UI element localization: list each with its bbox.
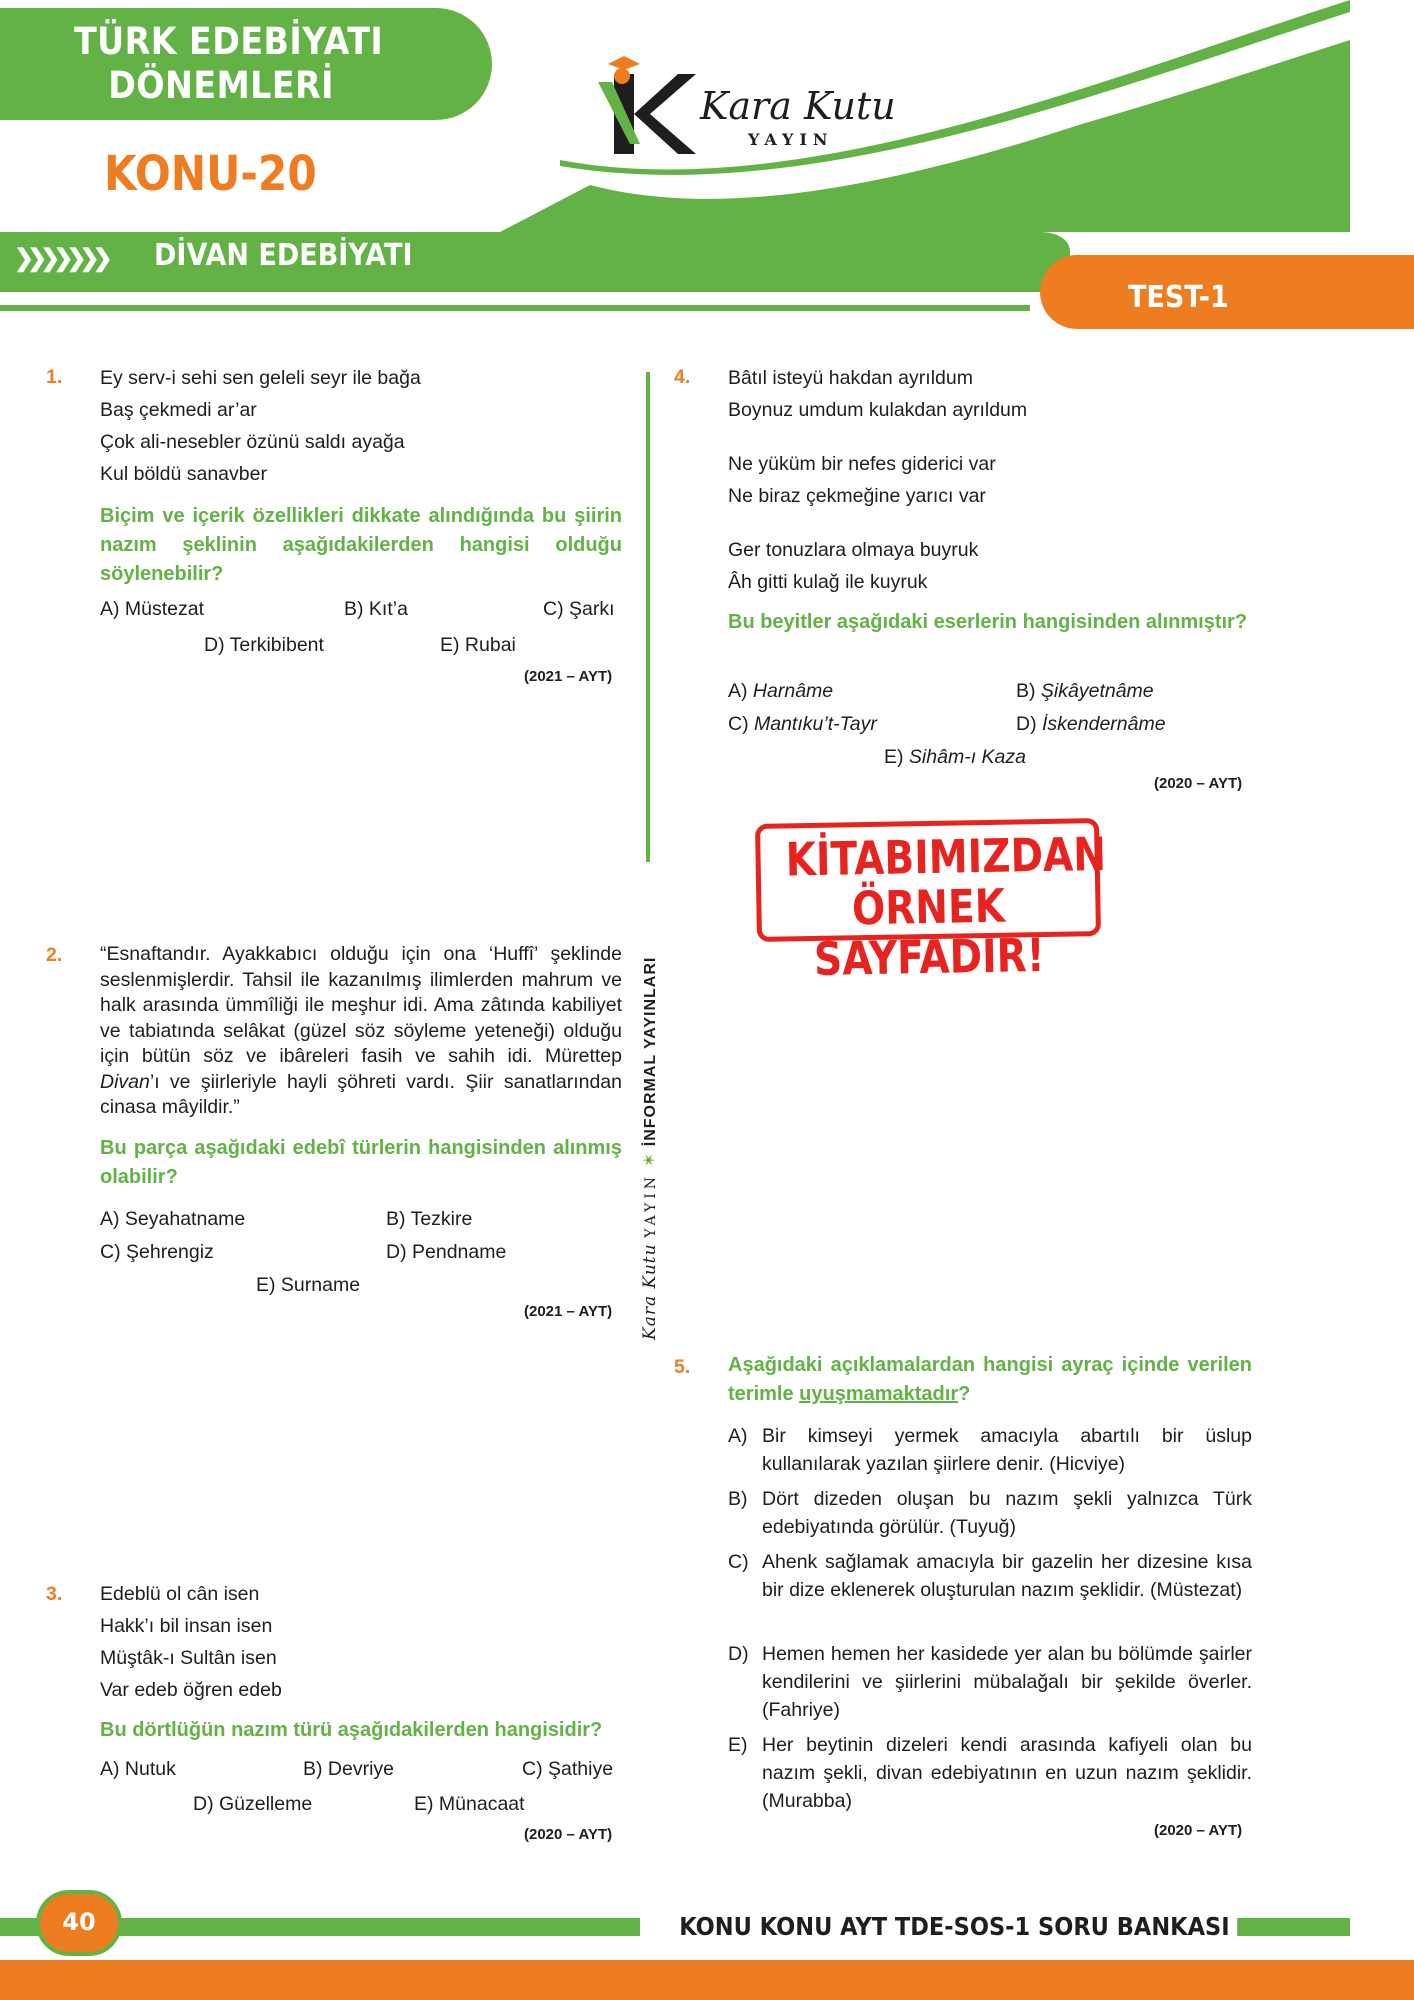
option-text: Şikâyetnâme: [1040, 680, 1154, 702]
option-text: İskendernâme: [1042, 713, 1166, 735]
question-1-verse: [100, 362, 630, 490]
verse-line: Ger tonuzlara olmaya buyruk: [728, 539, 979, 561]
option-text: Harnâme: [752, 680, 834, 702]
option-text: Dört dizeden oluşan bu nazım şekli yalnızca Türk edebiyatında görülür. (Tuyuğ): [762, 1488, 1252, 1538]
question-2-option-d[interactable]: D) Pendname: [386, 1241, 507, 1263]
option-letter: E): [884, 746, 904, 768]
verse-line: Hakk’ı bil insan isen: [100, 1615, 273, 1637]
stamp-line1: KİTABIMIZDAN: [785, 826, 1107, 887]
question-3-year: (2020 – AYT): [524, 1826, 613, 1843]
page-number-badge: [36, 1890, 122, 1956]
question-1-option-e[interactable]: E) Rubai: [440, 634, 516, 656]
question-4-verse: [728, 362, 1268, 598]
passage-text-end: ’ı ve şiirleriyle hayli şöhreti vardı. Şiir sanatlarından cinasa mâyildir.”: [100, 1070, 622, 1118]
option-letter: C): [728, 713, 749, 735]
question-1-option-a[interactable]: A) Müstezat: [100, 598, 205, 620]
question-2-option-a[interactable]: A) Seyahatname: [100, 1208, 246, 1230]
side-yayin: YAYIN: [643, 1172, 659, 1238]
question-4-option-e[interactable]: [884, 746, 1026, 769]
side-brand: Kara Kutu: [640, 1243, 660, 1340]
verse-line: Âh gitti kulağ ile kuyruk: [728, 571, 928, 593]
option-letter: B): [728, 1488, 748, 1510]
passage-text: “Esnaftandır. Ayakkabıcı olduğu için ona ‘Huffî’ şeklinde seslenmişlerdir. Tahsil ile kazanılmış ilimlerden mahrum ve halk arasında ümmîliği ile meşhur idi. Ama zâtında kabiliyet ve tabiatında selâkat (güzel söz söyleme yeteneği) olduğu için bütün söz ve ibâreleri fasih ve sahih idi. Mürettep: [100, 943, 622, 1067]
side-series: İNFORMAL YAYINLARI: [642, 956, 659, 1147]
footer-bottom-band: [0, 1960, 1414, 2000]
question-4-option-a[interactable]: [728, 680, 833, 703]
question-2-option-c[interactable]: C) Şehrengiz: [100, 1241, 214, 1263]
question-5-option-b[interactable]: [728, 1485, 1252, 1541]
option-letter: D): [728, 1643, 749, 1665]
question-4-year: (2020 – AYT): [1154, 775, 1243, 792]
kara-kutu-logo-icon: [592, 52, 702, 162]
verse-line: Bâtıl isteyü hakdan ayrıldum: [728, 367, 973, 389]
question-3-verse: [100, 1578, 620, 1706]
question-2-number: 2.: [46, 944, 63, 966]
verse-line: Var edeb öğren edeb: [100, 1679, 282, 1701]
option-text: Hemen hemen her kasidede yer alan bu bölümde şairler kendilerini ve şiirlerini mübalağalı bir şekilde överler. (Fahriye): [762, 1643, 1252, 1721]
series-title-line1: TÜRK EDEBİYATI: [74, 20, 384, 63]
question-2-option-e[interactable]: E) Surname: [256, 1274, 361, 1296]
page-number: 40: [62, 1908, 96, 1936]
question-5-option-a[interactable]: [728, 1422, 1252, 1478]
chevrons-icon: ❯❯❯❯❯❯❯: [14, 245, 106, 272]
question-5-option-c[interactable]: [728, 1548, 1252, 1604]
question-3-option-d[interactable]: D) Güzelleme: [193, 1793, 313, 1815]
logo-subtitle: YAYIN: [748, 130, 834, 149]
option-letter: A): [728, 1425, 748, 1447]
test-label: TEST-1: [1128, 280, 1229, 315]
question-5-stem: [728, 1351, 1252, 1409]
option-text: Ahenk sağlamak amacıyla bir gazelin her dizesine kısa bir dize eklenerek oluşturulan nazım şeklidir. (Müstezat): [762, 1551, 1252, 1601]
question-3-number: 3.: [46, 1583, 63, 1605]
side-divider-icon: ✶: [640, 1151, 659, 1168]
verse-line: Müştâk-ı Sultân isen: [100, 1647, 277, 1669]
question-3-option-c[interactable]: C) Şathiye: [522, 1758, 614, 1780]
question-1-year: (2021 – AYT): [524, 668, 613, 685]
header-rule: [0, 305, 1030, 311]
verse-line: Ne biraz çekmeğine yarıcı var: [728, 485, 986, 507]
question-1-option-b[interactable]: B) Kıt’a: [344, 598, 408, 620]
question-2-passage: [100, 942, 622, 1121]
verse-line: Çok ali-nesebler özünü saldı ayağa: [100, 431, 405, 453]
question-2-option-b[interactable]: B) Tezkire: [386, 1208, 473, 1230]
section-title: DİVAN EDEBİYATI: [154, 238, 413, 273]
option-text: Her beytinin dizeleri kendi arasında kafiyeli olan bu nazım şekli, divan edebiyatının en uzun nazım şeklidir. (Murabba): [762, 1734, 1252, 1812]
question-3-option-e[interactable]: E) Münacaat: [414, 1793, 525, 1815]
stem-end: ?: [958, 1383, 971, 1405]
sample-page-stamp: [755, 818, 1107, 986]
question-4-number: 4.: [674, 366, 691, 388]
question-1-option-c[interactable]: C) Şarkı: [543, 598, 615, 620]
question-1-stem: Biçim ve içerik özellikleri dikkate alındığında bu şiirin nazım şeklinin aşağıdakilerden hangisi olduğu söylenebilir?: [100, 505, 622, 585]
question-2-year: (2021 – AYT): [524, 1303, 613, 1320]
verse-line: Baş çekmedi ar’ar: [100, 399, 257, 421]
question-4-stem: Bu beyitler aşağıdaki eserlerin hangisinden alınmıştır?: [728, 611, 1248, 633]
option-letter: B): [1016, 680, 1036, 702]
option-letter: E): [728, 1734, 748, 1756]
question-3-stem: Bu dörtlüğün nazım türü aşağıdakilerden hangisidir?: [100, 1719, 603, 1741]
series-title-line2: DÖNEMLERİ: [108, 64, 334, 107]
question-4-option-d[interactable]: [1016, 713, 1166, 736]
question-5-year: (2020 – AYT): [1154, 1822, 1243, 1839]
question-1-number: 1.: [46, 366, 63, 388]
question-4-option-b[interactable]: [1016, 680, 1154, 703]
stamp-line2: ÖRNEK SAYFADIR!: [813, 878, 1046, 986]
option-text: Mantıku’t-Tayr: [754, 713, 877, 735]
question-5-number: 5.: [674, 1356, 691, 1378]
verse-line: Boynuz umdum kulakdan ayrıldum: [728, 399, 1028, 421]
option-letter: A): [728, 680, 748, 702]
question-3-option-a[interactable]: A) Nutuk: [100, 1758, 176, 1780]
verse-line: Kul böldü sanavber: [100, 463, 267, 485]
verse-line: Ey serv-i sehi sen geleli seyr ile bağa: [100, 367, 421, 389]
verse-line: Ne yüküm bir nefes giderici var: [728, 453, 996, 475]
series-title: [74, 20, 383, 108]
verse-line: Edeblü ol cân isen: [100, 1583, 260, 1605]
question-4-option-c[interactable]: [728, 713, 877, 736]
option-text: Bir kimseyi yermek amacıyla abartılı bir üslup kullanılarak yazılan şiirlere denir. (Hicviye): [762, 1425, 1252, 1475]
question-1-option-d[interactable]: D) Terkibibent: [204, 634, 324, 656]
logo-name: Kara Kutu: [700, 84, 896, 128]
question-3-option-b[interactable]: B) Devriye: [303, 1758, 395, 1780]
topic-number: KONU-20: [104, 146, 317, 202]
question-5-option-d[interactable]: [728, 1640, 1252, 1724]
stem-underline: uyuşmamaktadır: [799, 1383, 959, 1405]
side-brand-text: [640, 957, 660, 1340]
option-letter: D): [1016, 713, 1037, 735]
question-5-option-e[interactable]: [728, 1731, 1252, 1815]
option-text: Sihâm-ı Kaza: [908, 746, 1026, 768]
question-2-stem: Bu parça aşağıdaki edebî türlerin hangisinden alınmış olabilir?: [100, 1137, 622, 1188]
option-letter: C): [728, 1551, 749, 1573]
stem-text: Aşağıdaki açıklamalardan hangisi ayraç içinde verilen terimle: [728, 1354, 1252, 1405]
passage-italic: Divan: [100, 1070, 150, 1093]
footer-title: KONU KONU AYT TDE-SOS-1 SORU BANKASI: [672, 1912, 1237, 1941]
